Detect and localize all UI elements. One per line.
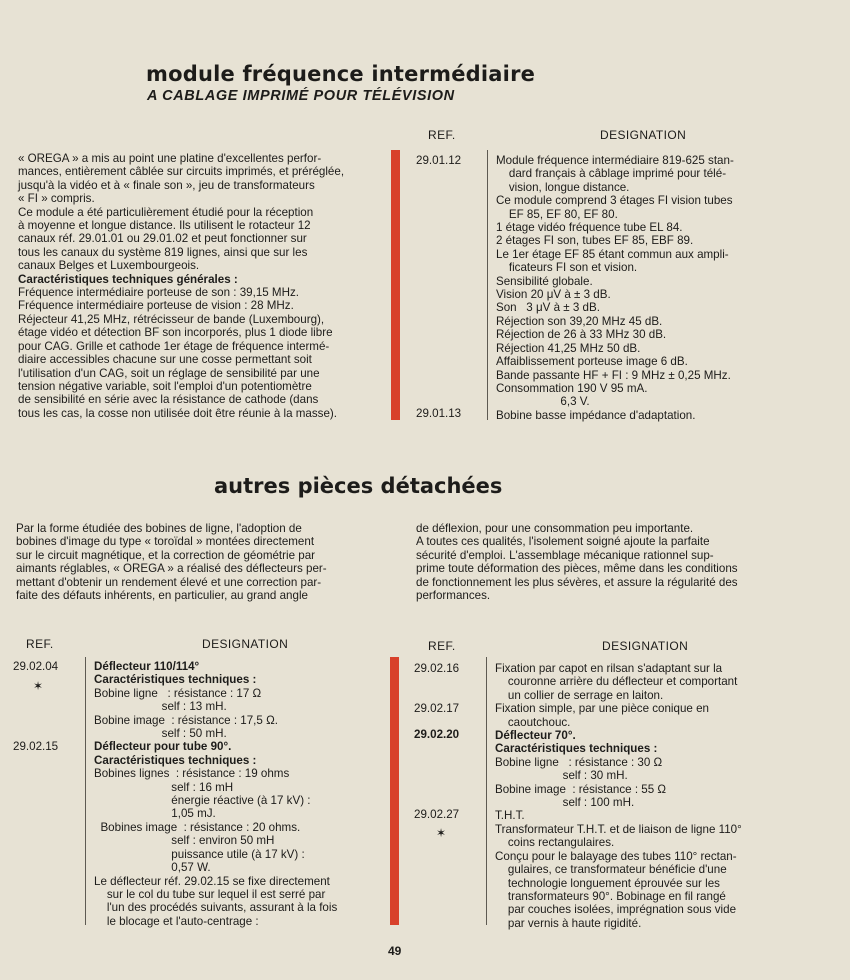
text-line: Bobine basse impédance d'adaptation. xyxy=(496,408,696,422)
text-line: de sensibilité en série avec la résistance de cathode (dans xyxy=(18,393,319,407)
text-line: dard français à câblage imprimé pour télé- xyxy=(496,167,727,181)
page-number: 49 xyxy=(388,944,402,958)
text-line: canaux Belges et Luxembourgeois. xyxy=(18,259,200,273)
designation-column-header: DESIGNATION xyxy=(600,128,687,142)
text-line: Réjecteur 41,25 MHz, rétrécisseur de bande (Luxembourg), xyxy=(18,312,325,326)
designation-text xyxy=(94,660,337,928)
item-subheading: Caractéristiques techniques : xyxy=(94,673,257,687)
text-line: de fonctionnement les plus sévères, et assure la régularité des xyxy=(416,575,738,589)
text-line: Réjection de 26 à 33 MHz 30 dB. xyxy=(496,328,667,342)
ref-column-header: REF. xyxy=(428,128,456,142)
text-line: A toutes ces qualités, l'isolement soigné ajoute la parfaite xyxy=(416,535,710,549)
text-line: 1,05 mJ. xyxy=(94,807,216,821)
text-line: tous les cas, la cosse non utilisée doit être réunie à la masse). xyxy=(18,406,337,420)
text-line: self : 100 mH. xyxy=(495,796,635,810)
ref-code: 29.02.27 xyxy=(414,808,460,821)
column-divider xyxy=(85,657,86,925)
designation-text xyxy=(496,154,734,422)
ref-code: 29.01.12 xyxy=(416,154,462,167)
asterisk-mark: ✶ xyxy=(436,826,447,840)
text-line: puissance utile (à 17 kV) : xyxy=(94,847,305,861)
text-line: Bande passante HF + FI : 9 MHz ± 0,25 MHz. xyxy=(496,368,731,382)
text-line: « FI » compris. xyxy=(18,192,95,206)
text-line: « OREGA » a mis au point une platine d'excellentes perfor- xyxy=(18,152,322,165)
text-line: Bobines lignes : résistance : 19 ohms xyxy=(94,767,290,781)
text-line: jusqu'à la vidéo et à « finale son », jeu de transformateurs xyxy=(18,178,315,192)
text-line: Consommation 190 V 95 mA. xyxy=(496,381,648,395)
text-line: l'utilisation d'un CAG, soit un réglage de sensibilité par une xyxy=(18,366,320,380)
designation-column-header: DESIGNATION xyxy=(202,637,289,651)
text-line: bobines d'image du type « toroïdal » montées directement xyxy=(16,535,315,549)
text-line: Fréquence intermédiaire porteuse de vision : 28 MHz. xyxy=(18,299,294,313)
text-line: Conçu pour le balayage des tubes 110° rectan- xyxy=(495,849,737,863)
intro-right-text xyxy=(416,522,738,602)
text-line: Ce module a été particulièrement étudié pour la réception xyxy=(18,205,314,219)
text-line: coins rectangulaires. xyxy=(495,836,615,850)
ref-code: 29.02.20 xyxy=(414,728,460,741)
ref-code: 29.02.15 xyxy=(13,740,59,753)
asterisk-mark: ✶ xyxy=(33,679,44,693)
text-line: par couches isolées, imprégnation sous vide xyxy=(495,903,737,917)
text-line: vision, longue distance. xyxy=(496,180,630,194)
text-line: ficateurs FI son et vision. xyxy=(496,261,638,275)
column-divider xyxy=(487,150,488,420)
text-line: caoutchouc. xyxy=(495,715,571,729)
ref-code: 29.01.13 xyxy=(416,407,462,420)
intro-text xyxy=(18,152,344,420)
designation-column-header: DESIGNATION xyxy=(602,639,689,653)
text-line: Vision 20 μV à ± 3 dB. xyxy=(496,288,611,302)
text-line: canaux réf. 29.01.01 ou 29.01.02 et peut fonctionner sur xyxy=(18,232,307,246)
text-line: Bobine image : résistance : 55 Ω xyxy=(495,782,667,796)
text-line: aimants réglables, « OREGA » a réalisé des déflecteurs per- xyxy=(16,562,327,576)
text-line: gulaires, ce transformateur bénéficie d'une xyxy=(495,863,727,877)
text-line: Le 1er étage EF 85 étant commun aux ampli- xyxy=(496,247,729,261)
text-line: Module fréquence intermédiaire 819-625 stan- xyxy=(496,154,734,167)
ref-code: 29.02.04 xyxy=(13,660,59,673)
item-subheading: Caractéristiques techniques : xyxy=(495,742,658,756)
text-line: performances. xyxy=(416,589,491,603)
text-line: mances, entièrement câblée sur circuits imprimés, et préréglée, xyxy=(18,165,345,179)
text-line: pour CAG. Grille et cathode 1er étage de fréquence intermé- xyxy=(18,339,330,353)
text-line: self : 30 mH. xyxy=(495,769,628,783)
column-divider xyxy=(486,657,487,925)
text-line: sur le col du tube sur lequel il est serré par xyxy=(94,887,326,901)
text-line: Fixation simple, par une pièce conique en xyxy=(495,702,709,716)
item-heading: Déflecteur 70°. xyxy=(495,729,576,743)
text-line: Bobine image : résistance : 17,5 Ω. xyxy=(94,713,278,727)
text-line: Par la forme étudiée des bobines de ligne, l'adoption de xyxy=(16,522,302,535)
text-line: tous les canaux du système 819 lignes, ainsi que sur les xyxy=(18,245,308,259)
text-line: Fréquence intermédiaire porteuse de son : 39,15 MHz. xyxy=(18,286,299,300)
section-heading: Caractéristiques techniques générales : xyxy=(18,272,238,286)
text-line: Bobine ligne : résistance : 30 Ω xyxy=(495,755,663,769)
page-title: module fréquence intermédiaire xyxy=(146,62,536,86)
text-line: mettant d'obtenir un rendement élevé et une correction par- xyxy=(16,575,322,589)
text-line: un collier de serrage en laiton. xyxy=(495,688,664,702)
text-line: technologie longuement éprouvée sur les xyxy=(495,876,720,890)
ref-column-header: REF. xyxy=(428,639,456,653)
text-line: de déflexion, pour une consommation peu importante. xyxy=(416,522,694,535)
text-line: 6,3 V. xyxy=(496,395,590,409)
text-line: étage vidéo et détection BF son incorporés, plus 1 diode libre xyxy=(18,326,333,340)
text-line: le blocage et l'auto-centrage : xyxy=(94,914,259,928)
text-line: l'un des procédés suivants, assurant à la fois xyxy=(94,901,338,915)
text-line: Affaiblissement porteuse image 6 dB. xyxy=(496,355,688,369)
text-line: T.H.T. xyxy=(495,809,525,823)
text-line: self : 16 mH xyxy=(94,780,234,794)
text-line: tension négative variable, soit l'emploi d'un potentiomètre xyxy=(18,379,312,393)
red-accent-bar xyxy=(391,150,400,420)
ref-column-header: REF. xyxy=(26,637,54,651)
text-line: par vernis à haute rigidité. xyxy=(495,916,642,930)
intro-left-text xyxy=(16,522,327,602)
item-heading: Déflecteur pour tube 90°. xyxy=(94,740,232,754)
text-line: prime toute déformation des pièces, même dans les conditions xyxy=(416,562,738,576)
text-line: Son 3 μV à ± 3 dB. xyxy=(496,301,600,315)
text-line: Bobine ligne : résistance : 17 Ω xyxy=(94,686,262,700)
red-accent-bar xyxy=(390,657,399,925)
section-title: autres pièces détachées xyxy=(214,474,503,498)
item-subheading: Caractéristiques techniques : xyxy=(94,753,257,767)
text-line: self : 13 mH. xyxy=(94,700,227,714)
text-line: Réjection 41,25 MHz 50 dB. xyxy=(496,341,641,355)
text-line: Le déflecteur réf. 29.02.15 se fixe directement xyxy=(94,874,330,888)
designation-text xyxy=(495,662,742,930)
ref-code: 29.02.16 xyxy=(414,662,460,675)
text-line: Bobines image : résistance : 20 ohms. xyxy=(94,820,301,834)
text-line: transformateurs 90°. Bobinage en fil rangé xyxy=(495,889,726,903)
text-line: Fixation par capot en rilsan s'adaptant sur la xyxy=(495,662,723,675)
text-line: énergie réactive (à 17 kV) : xyxy=(94,794,311,808)
text-line: 1 étage vidéo fréquence tube EL 84. xyxy=(496,221,683,235)
text-line: Transformateur T.H.T. et de liaison de ligne 110° xyxy=(495,822,742,836)
text-line: diaire accessibles chacune sur une cosse permettant soit xyxy=(18,353,312,367)
text-line: à moyenne et longue distance. Ils utilisent le rotacteur 12 xyxy=(18,219,311,233)
ref-code: 29.02.17 xyxy=(414,702,460,715)
text-line: self : environ 50 mH xyxy=(94,834,275,848)
text-line: Sensibilité globale. xyxy=(496,274,593,288)
text-line: sécurité d'emploi. L'assemblage mécanique rationnel sup- xyxy=(416,548,714,562)
text-line: couronne arrière du déflecteur et comportant xyxy=(495,675,738,689)
text-line: Ce module comprend 3 étages FI vision tubes xyxy=(496,194,733,208)
text-line: 2 étages FI son, tubes EF 85, EBF 89. xyxy=(496,234,694,248)
page-subtitle: A CABLAGE IMPRIMÉ POUR TÉLÉVISION xyxy=(147,88,455,104)
text-line: sur le circuit magnétique, et la correction de géométrie par xyxy=(16,548,316,562)
text-line: EF 85, EF 80, EF 80. xyxy=(496,207,618,221)
text-line: 0,57 W. xyxy=(94,861,211,875)
text-line: Réjection son 39,20 MHz 45 dB. xyxy=(496,314,663,328)
item-heading: Déflecteur 110/114° xyxy=(94,660,200,673)
text-line: faite des défauts inhérents, en particulier, au grand angle xyxy=(16,589,308,603)
text-line: self : 50 mH. xyxy=(94,727,227,741)
